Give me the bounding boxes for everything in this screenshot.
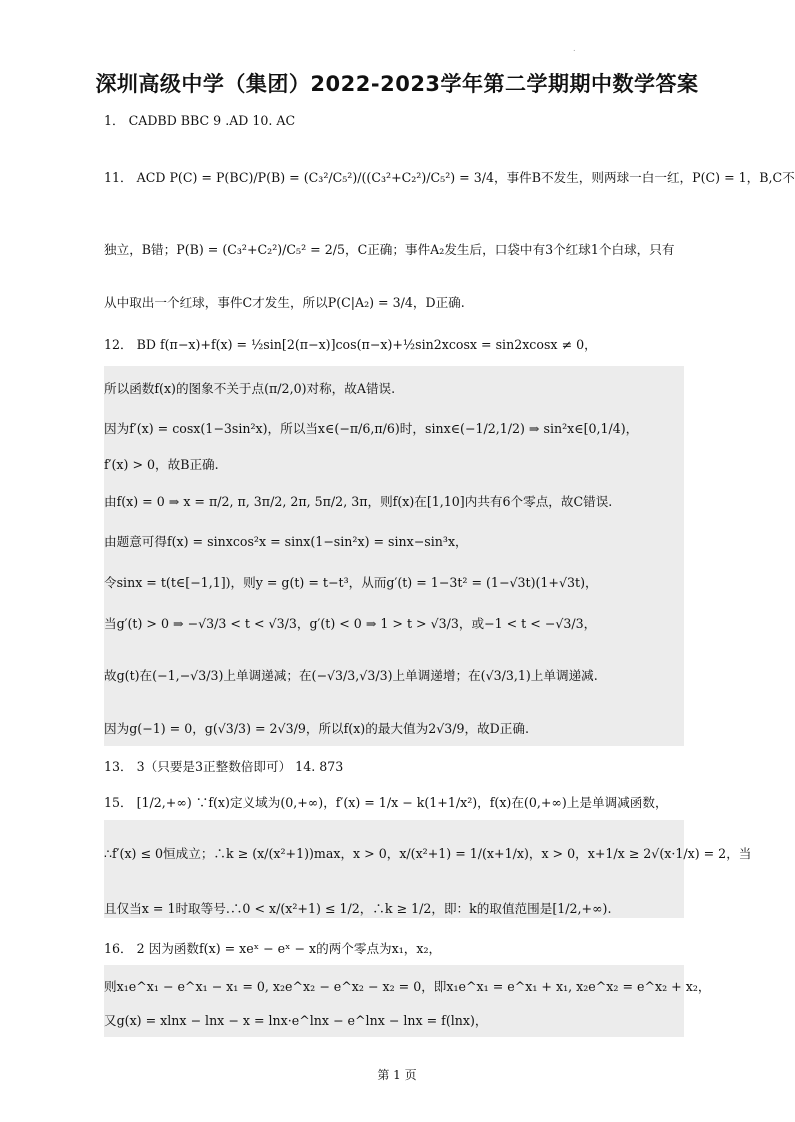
answer-line-16: 15． [1/2,+∞) ∵f(x)定义域为(0,+∞)，f′(x) = 1/x − k(1+1/x²)，f(x)在(0,+∞)上是单调减函数，	[104, 795, 668, 810]
answer-line-13: 故g(t)在(−1,−√3/3)上单调递减；在(−√3/3,√3/3)上单调递增；在(√3/3,1)上单调递减.	[104, 668, 598, 683]
answer-line-3: 独立，B错；P(B) = (C₃²+C₂²)/C₅² = 2/5，C正确；事件A₂发生后，口袋中有3个红球1个白球，只有	[104, 242, 675, 257]
answer-line-10: 由题意可得f(x) = sinxcos²x = sinx(1−sin²x) = sinx−sin³x，	[104, 534, 468, 549]
answer-line-11: 令sinx = t(t∈[−1,1])，则y = g(t) = t−t³，从而g′(t) = 1−3t² = (1−√3t)(1+√3t)，	[104, 575, 598, 590]
answer-line-7: 因为f′(x) = cosx(1−3sin²x)，所以当x∈(−π/6,π/6)时，sinx∈(−1/2,1/2) ⇒ sin²x∈[0,1/4)，	[104, 421, 639, 436]
answer-line-12: 当g′(t) > 0 ⇒ −√3/3 < t < √3/3，g′(t) < 0 ⇒ 1 > t > √3/3，或−1 < t < −√3/3，	[104, 616, 597, 631]
answer-line-15: 13． 3（只要是3正整数倍即可） 14. 873	[104, 759, 344, 774]
answer-line-8: f′(x) > 0，故B正确.	[104, 457, 219, 472]
page-title: 深圳高级中学（集团）2022-2023学年第二学期期中数学答案	[95, 72, 699, 96]
answer-line-4: 从中取出一个红球，事件C才发生，所以P(C|A₂) = 3/4，D正确.	[104, 295, 465, 310]
answer-line-6: 所以函数f(x)的图象不关于点(π/2,0)对称，故A错误.	[104, 381, 396, 396]
answer-line-14: 因为g(−1) = 0，g(√3/3) = 2√3/9，所以f(x)的最大值为2√3/9，故D正确.	[104, 721, 529, 736]
answer-line-21: 又g(x) = xlnx − lnx − x = lnx·e^lnx − e^lnx − lnx = f(lnx)，	[104, 1013, 488, 1028]
answer-line-17: ∴f′(x) ≤ 0恒成立；∴k ≥ (x/(x²+1))max，x > 0，x/(x²+1) = 1/(x+1/x)，x > 0，x+1/x ≥ 2√(x·1/x) = 2，当	[104, 846, 752, 861]
answer-line-19: 16． 2 因为函数f(x) = xeˣ − eˣ − x的两个零点为x₁，x₂，	[104, 941, 442, 956]
answer-line-5: 12． BD f(π−x)+f(x) = ½sin[2(π−x)]cos(π−x)+½sin2xcosx = sin2xcosx ≠ 0，	[104, 337, 597, 352]
answer-line-1: 1． CADBD BBC 9 .AD 10. AC	[104, 113, 296, 128]
corner-mark: .	[573, 44, 576, 53]
page-footer: 第 1 页	[377, 1068, 417, 1082]
answer-line-9: 由f(x) = 0 ⇒ x = π/2, π, 3π/2, 2π, 5π/2, 3π，则f(x)在[1,10]内共有6个零点，故C错误.	[104, 494, 613, 509]
answer-line-20: 则x₁e^x₁ − e^x₁ − x₁ = 0, x₂e^x₂ − e^x₂ − x₂ = 0，即x₁e^x₁ = e^x₁ + x₁, x₂e^x₂ = e^x₂ + x₂，	[104, 979, 711, 994]
answer-line-18: 且仅当x = 1时取等号.∴0 < x/(x²+1) ≤ 1/2，∴k ≥ 1/2，即：k的取值范围是[1/2,+∞).	[104, 901, 612, 916]
answer-line-2: 11． ACD P(C) = P(BC)/P(B) = (C₃²/C₅²)/((C₃²+C₂²)/C₅²) = 3/4，事件B不发生，则两球一白一红，P(C) = 1，B,C不	[104, 170, 795, 185]
